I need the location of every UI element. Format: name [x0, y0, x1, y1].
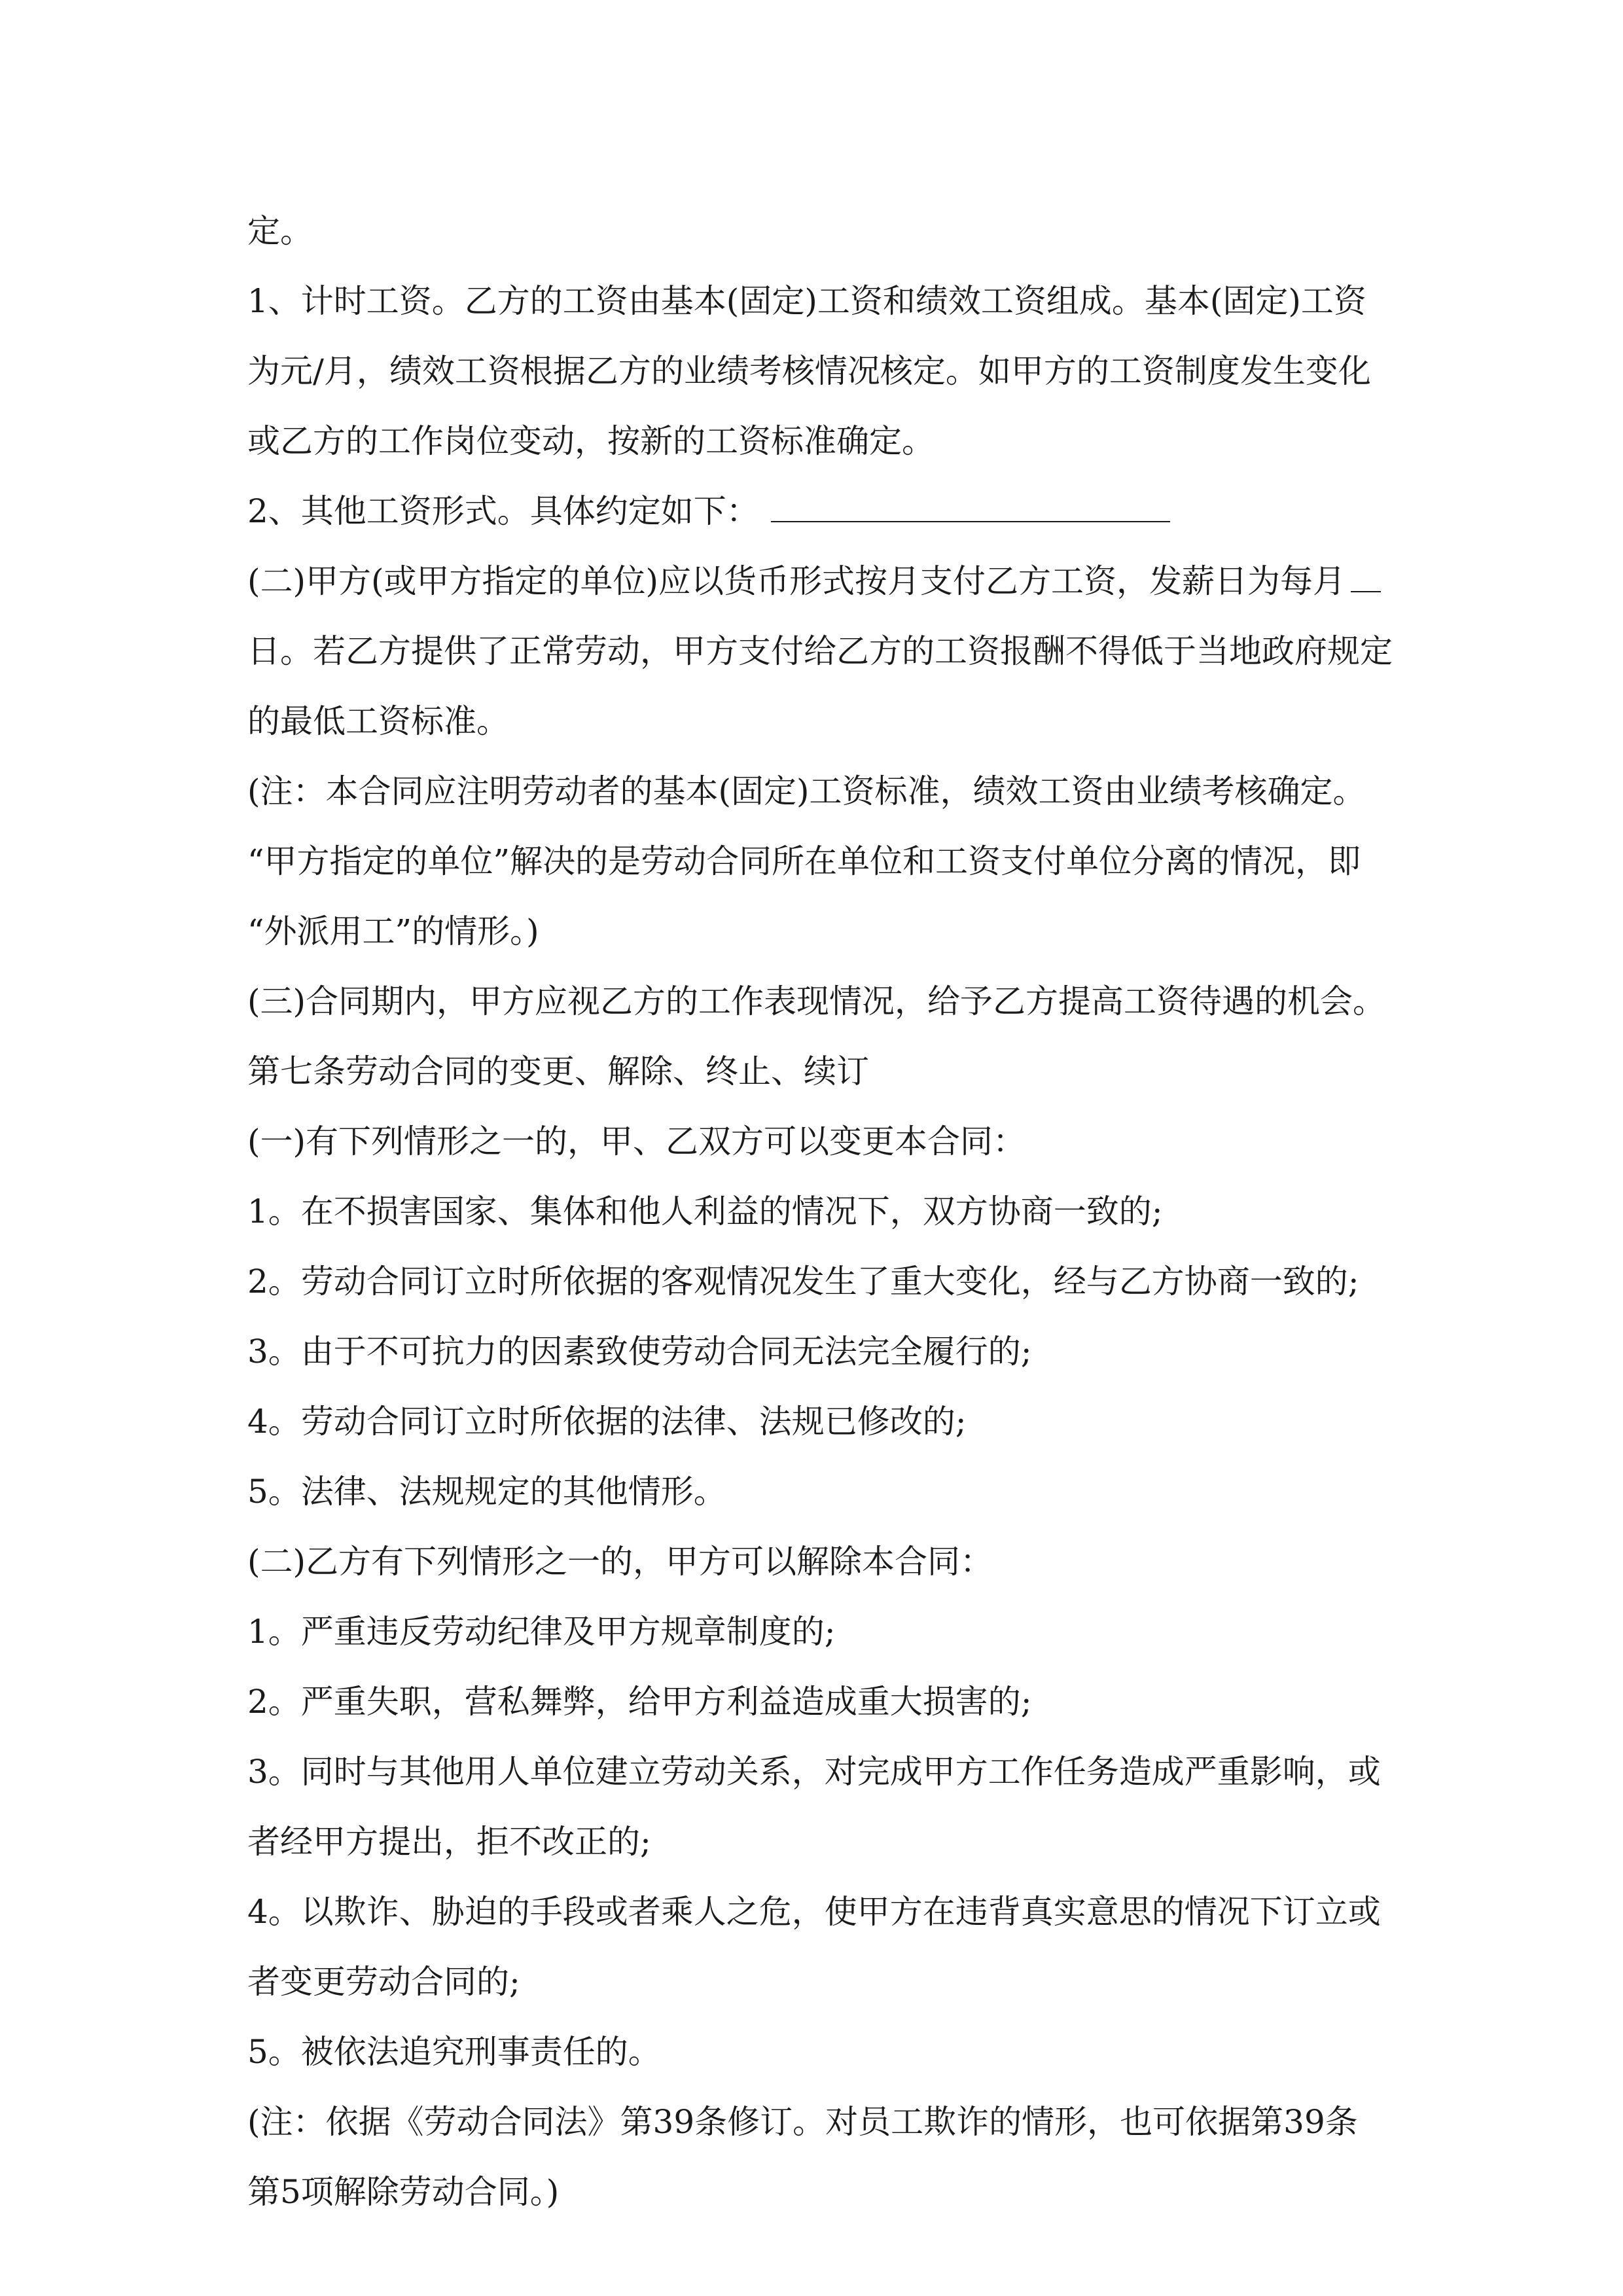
text-line: (注：依据《劳动合同法》第39条修订。对员工欺诈的情形，也可依据第39条	[247, 2103, 1358, 2141]
text-line-with-blank	[247, 476, 1386, 547]
text-line: 5。被依法追究刑事责任的。	[247, 2033, 661, 2071]
text-segment: 2、其他工资形式。具体约定如下：	[247, 492, 759, 530]
text-line: 为元/月，绩效工资根据乙方的业绩考核情况核定。如甲方的工资制度发生变化	[247, 352, 1371, 390]
text-line: 1。严重违反劳动纪律及甲方规章制度的;	[247, 1613, 836, 1651]
text-line: 4。劳动合同订立时所依据的法律、法规已修改的;	[247, 1403, 967, 1441]
text-line: 5。法律、法规规定的其他情形。	[247, 1473, 726, 1511]
text-line: 1。在不损害国家、集体和他人利益的情况下，双方协商一致的;	[247, 1193, 1163, 1230]
text-line: “外派用工”的情形。)	[247, 912, 539, 950]
fill-in-blank	[1351, 552, 1381, 592]
document-body	[247, 196, 1393, 2227]
text-line: (三)合同期内，甲方应视乙方的工作表现情况，给予乙方提高工资待遇的机会。	[247, 982, 1386, 1020]
text-line: 2。严重失职，营私舞弊，给甲方利益造成重大损害的;	[247, 1683, 1032, 1721]
text-line: 2。劳动合同订立时所依据的客观情况发生了重大变化，经与乙方协商一致的;	[247, 1263, 1359, 1300]
text-line: 定。	[247, 212, 313, 250]
text-line: (二)乙方有下列情形之一的，甲方可以解除本合同：	[247, 1543, 993, 1581]
fill-in-blank	[771, 482, 1170, 522]
text-segment: (二)甲方(或甲方指定的单位)应以货币形式按月支付乙方工资，发薪日为每月	[247, 562, 1346, 600]
text-line: “甲方指定的单位”解决的是劳动合同所在单位和工资支付单位分离的情况，即	[247, 842, 1361, 880]
text-line: (一)有下列情形之一的，甲、乙双方可以变更本合同：	[247, 1122, 1026, 1160]
text-line: 3。同时与其他用人单位建立劳动关系，对完成甲方工作任务造成严重影响，或	[247, 1753, 1381, 1791]
text-line: 1、计时工资。乙方的工资由基本(固定)工资和绩效工资组成。基本(固定)工资	[247, 282, 1366, 320]
text-line: (注：本合同应注明劳动者的基本(固定)工资标准，绩效工资由业绩考核确定。	[247, 772, 1366, 810]
text-line: 日。若乙方提供了正常劳动，甲方支付给乙方的工资报酬不得低于当地政府规定	[247, 632, 1393, 670]
text-line: 第5项解除劳动合同。)	[247, 2173, 560, 2211]
text-line: 者经甲方提出，拒不改正的;	[247, 1823, 651, 1861]
text-line: 的最低工资标准。	[247, 702, 509, 740]
text-line: 或乙方的工作岗位变动，按新的工资标准确定。	[247, 422, 935, 460]
text-line: 3。由于不可抗力的因素致使劳动合同无法完全履行的;	[247, 1333, 1032, 1371]
text-line: 4。以欺诈、胁迫的手段或者乘人之危，使甲方在违背真实意思的情况下订立或	[247, 1893, 1381, 1931]
text-line: 者变更劳动合同的;	[247, 1963, 520, 2001]
text-line-with-blank	[247, 547, 1386, 617]
section-heading: 第七条劳动合同的变更、解除、终止、续订	[247, 1052, 869, 1090]
